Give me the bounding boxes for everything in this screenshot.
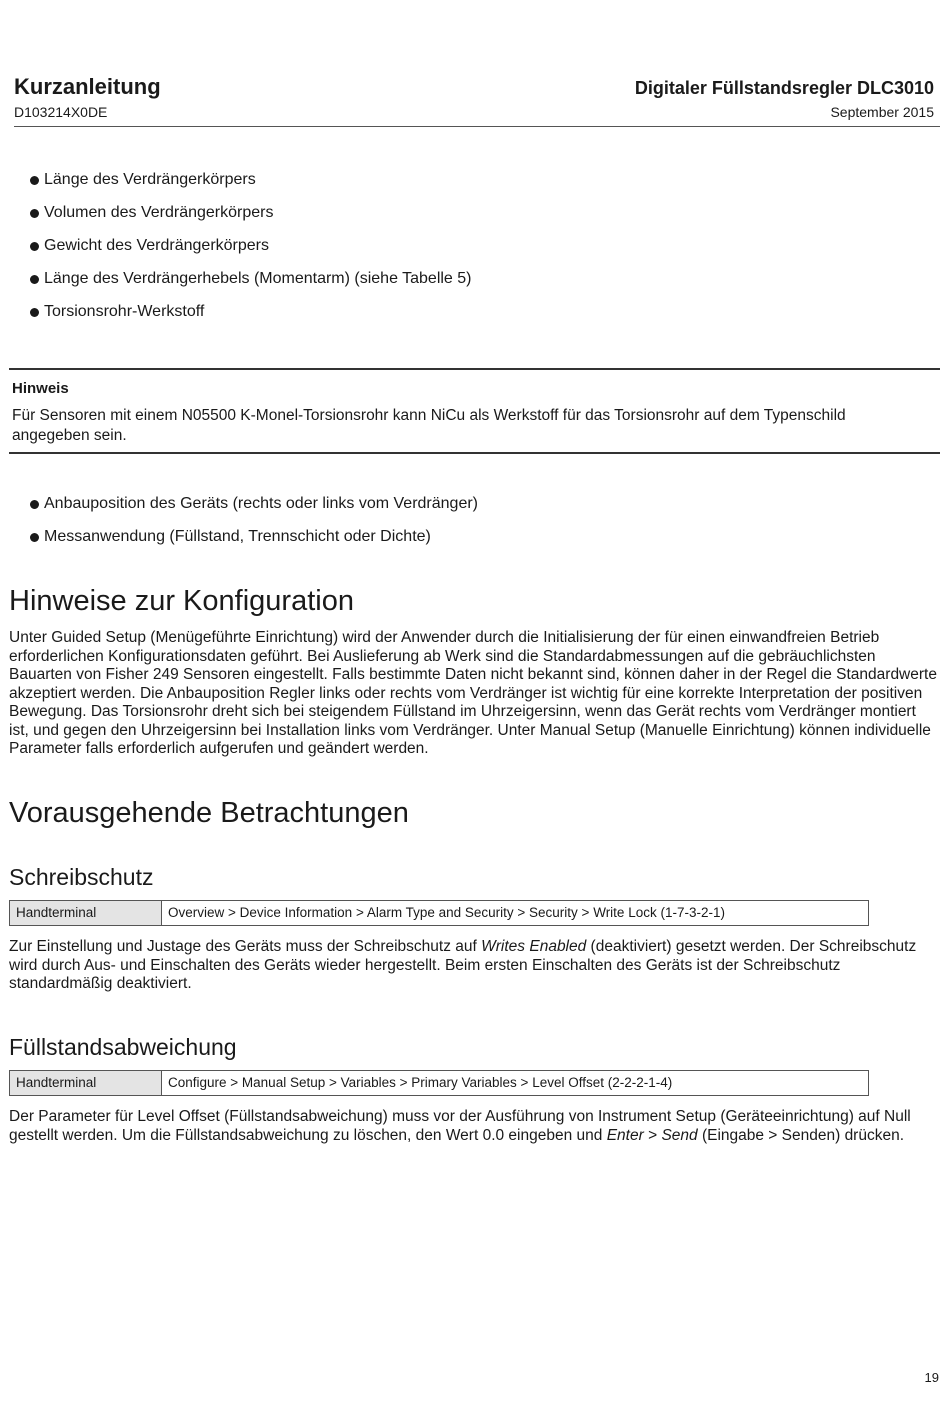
bullet-icon [30, 176, 39, 185]
list-item: Länge des Verdrängerhebels (Momentarm) (siehe Tabelle 5) [30, 269, 472, 302]
bullet-list-bottom [30, 494, 478, 560]
header-divider [14, 126, 940, 127]
list-item: Gewicht des Verdrängerkörpers [30, 236, 472, 269]
write-protect-paragraph: Zur Einstellung und Justage des Geräts muss der Schreibschutz auf Writes Enabled (deaktiviert) gesetzt werden. Der Schreibschutz wird durch Aus- und Einschalten des Geräts wieder hergestellt. Beim ersten Einschalten des Geräts ist der Schreibschutz standardmäßig deaktiviert. [9, 938, 917, 992]
section-heading-configuration: Hinweise zur Konfiguration [9, 585, 354, 617]
list-item: Länge des Verdrängerkörpers [30, 170, 472, 203]
bullet-icon [30, 242, 39, 251]
subsection-heading-write-protect: Schreibschutz [9, 864, 154, 890]
document-title: Kurzanleitung [14, 74, 161, 99]
bullet-icon [30, 308, 39, 317]
list-item: Messanwendung (Füllstand, Trennschicht oder Dichte) [30, 527, 478, 560]
subsection-heading-level-offset: Füllstandsabweichung [9, 1034, 237, 1060]
menu-path-value: Overview > Device Information > Alarm Type and Security > Security > Write Lock (1-7-3-2-1) [168, 905, 725, 920]
bullet-list-top [30, 170, 472, 335]
bullet-icon [30, 533, 39, 542]
note-text: Für Sensoren mit einem N05500 K-Monel-Torsionsrohr kann NiCu als Werkstoff für das Torsionsrohr auf dem Typenschild angegeben sein. [12, 407, 846, 444]
list-item: Volumen des Verdrängerkörpers [30, 203, 472, 236]
emphasis: Send [661, 1126, 698, 1144]
menu-path-label: Handterminal [10, 1071, 162, 1095]
bullet-icon [30, 275, 39, 284]
menu-path-value: Configure > Manual Setup > Variables > Primary Variables > Level Offset (2-2-2-1-4) [168, 1075, 673, 1090]
bullet-icon [30, 209, 39, 218]
note-heading: Hinweis [12, 380, 69, 397]
note-box [9, 368, 940, 454]
list-item: Torsionsrohr-Werkstoff [30, 302, 472, 335]
document-date: September 2015 [830, 104, 934, 120]
section-heading-preliminary: Vorausgehende Betrachtungen [9, 797, 409, 829]
product-title: Digitaler Füllstandsregler DLC3010 [634, 78, 934, 98]
bullet-icon [30, 500, 39, 509]
document-number: D103214X0DE [14, 104, 108, 120]
emphasis: Enter [606, 1126, 644, 1144]
menu-path-table [9, 1070, 869, 1096]
menu-path-table [9, 900, 869, 926]
list-item: Anbauposition des Geräts (rechts oder links vom Verdränger) [30, 494, 478, 527]
emphasis: Writes Enabled [481, 938, 587, 955]
configuration-paragraph: Unter Guided Setup (Menügeführte Einrichtung) wird der Anwender durch die Initialisierung der für einen einwandfreien Betrieb erforderlichen Konfigurationsdaten geführt. Bei Auslieferung ab Werk sind die Standardabmessungen auf die gebräuchlichsten Bauarten von Fisher 249 Sensoren eingestellt. Falls bestimmte Daten nicht bekannt sind, können daher in der Regel die Standardwerte akzeptiert werden. Die Anbauposition Regler links oder rechts vom Verdränger ist wichtig für eine korrekte Interpretation der positiven Bewegung. Das Torsionsrohr dreht sich bei steigendem Füllstand im Uhrzeigersinn, wenn das Gerät rechts vom Verdränger montiert ist, und gegen den Uhrzeigersinn bei Installation links vom Verdränger. Unter Manual Setup (Manuelle Einrichtung) können individuelle Parameter falls erforderlich aufgerufen und geändert werden. [9, 629, 937, 757]
level-offset-paragraph: Der Parameter für Level Offset (Füllstandsabweichung) muss vor der Ausführung von Instrument Setup (Geräteeinrichtung) auf Null gestellt werden. Um die Füllstandsabweichung zu löschen, den Wert 0.0 eingeben und Enter > Send (Eingabe > Senden) drücken. [9, 1108, 911, 1144]
page-number: 19 [924, 1370, 939, 1385]
menu-path-label: Handterminal [10, 901, 162, 925]
